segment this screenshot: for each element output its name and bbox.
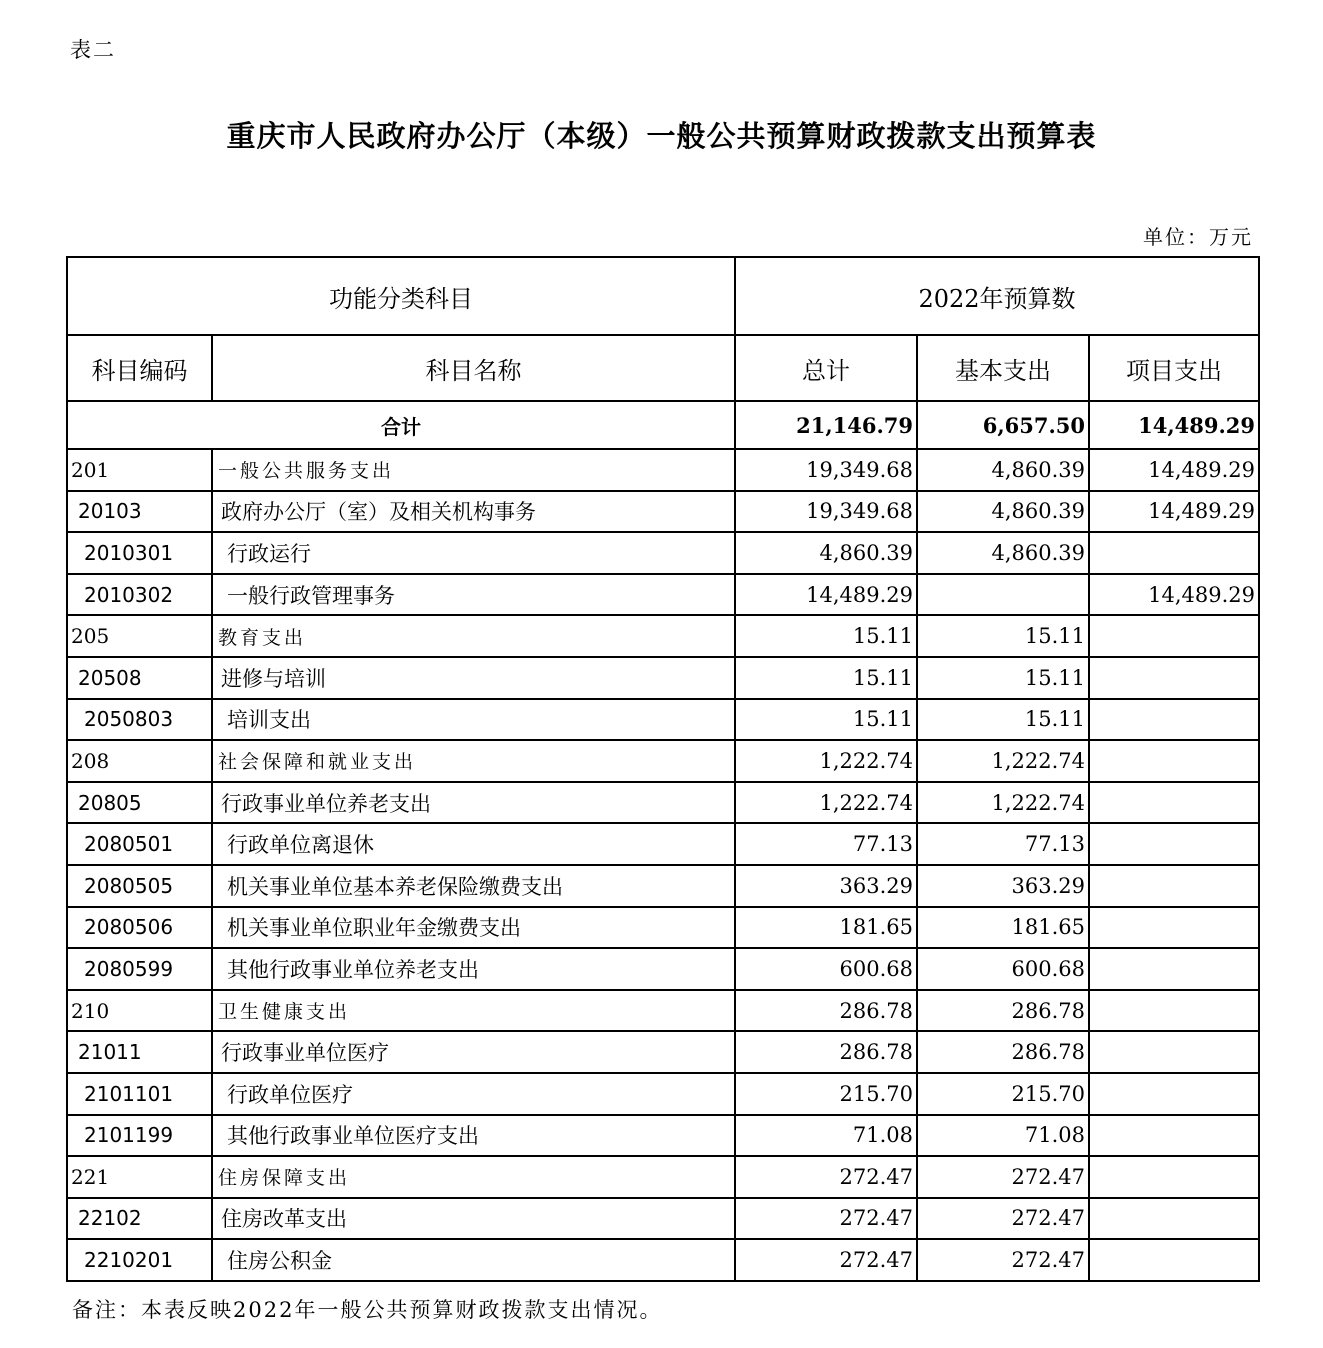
budget-table <box>66 256 1260 1282</box>
row-total: 15.11 <box>735 615 917 657</box>
row-code: 210 <box>67 990 212 1032</box>
table-row <box>67 449 1259 491</box>
table-row <box>67 990 1259 1032</box>
row-name: 行政事业单位养老支出 <box>212 782 735 824</box>
row-name: 进修与培训 <box>212 657 735 699</box>
row-project: 14,489.29 <box>1089 449 1259 491</box>
row-total: 272.47 <box>735 1239 917 1281</box>
row-total: 272.47 <box>735 1198 917 1240</box>
row-project: 14,489.29 <box>1089 491 1259 533</box>
row-total: 71.08 <box>735 1115 917 1157</box>
row-project <box>1089 823 1259 865</box>
row-project <box>1089 990 1259 1032</box>
row-total: 215.70 <box>735 1073 917 1115</box>
row-basic: 15.11 <box>917 699 1089 741</box>
unit-label: 单位：万元 <box>1143 225 1253 249</box>
table-row <box>67 1156 1259 1198</box>
table-row <box>67 532 1259 574</box>
row-total: 272.47 <box>735 1156 917 1198</box>
row-project: 14,489.29 <box>1089 574 1259 616</box>
row-basic: 4,860.39 <box>917 532 1089 574</box>
row-total: 286.78 <box>735 1031 917 1073</box>
header-name: 科目名称 <box>212 335 735 401</box>
row-name: 行政单位离退休 <box>212 823 735 865</box>
table-row <box>67 574 1259 616</box>
row-project <box>1089 1239 1259 1281</box>
row-basic: 272.47 <box>917 1198 1089 1240</box>
row-name: 机关事业单位职业年金缴费支出 <box>212 907 735 949</box>
row-project <box>1089 1073 1259 1115</box>
row-total: 15.11 <box>735 657 917 699</box>
row-code: 201 <box>67 449 212 491</box>
footnote: 备注：本表反映2022年一般公共预算财政拨款支出情况。 <box>72 1298 663 1322</box>
row-name: 其他行政事业单位养老支出 <box>212 948 735 990</box>
row-name: 教育支出 <box>212 615 735 657</box>
row-code: 20103 <box>67 491 212 533</box>
table-row <box>67 699 1259 741</box>
row-basic: 15.11 <box>917 615 1089 657</box>
row-basic: 215.70 <box>917 1073 1089 1115</box>
row-basic: 77.13 <box>917 823 1089 865</box>
page-title: 重庆市人民政府办公厅（本级）一般公共预算财政拨款支出预算表 <box>226 119 1097 153</box>
row-basic <box>917 574 1089 616</box>
row-name: 行政单位医疗 <box>212 1073 735 1115</box>
row-code: 22102 <box>67 1198 212 1240</box>
row-total: 19,349.68 <box>735 491 917 533</box>
row-project <box>1089 615 1259 657</box>
row-code: 2010301 <box>67 532 212 574</box>
row-name: 一般公共服务支出 <box>212 449 735 491</box>
row-name: 社会保障和就业支出 <box>212 740 735 782</box>
row-total: 363.29 <box>735 865 917 907</box>
row-project <box>1089 782 1259 824</box>
row-code: 205 <box>67 615 212 657</box>
row-project <box>1089 907 1259 949</box>
row-code: 2101101 <box>67 1073 212 1115</box>
row-total: 19,349.68 <box>735 449 917 491</box>
row-name: 其他行政事业单位医疗支出 <box>212 1115 735 1157</box>
row-name: 机关事业单位基本养老保险缴费支出 <box>212 865 735 907</box>
row-code: 2080506 <box>67 907 212 949</box>
table-row <box>67 491 1259 533</box>
row-project <box>1089 699 1259 741</box>
header-year: 2022年预算数 <box>735 257 1259 335</box>
row-code: 2080501 <box>67 823 212 865</box>
table-row <box>67 740 1259 782</box>
row-total: 1,222.74 <box>735 782 917 824</box>
row-name: 行政运行 <box>212 532 735 574</box>
summary-project: 14,489.29 <box>1089 401 1259 449</box>
row-total: 1,222.74 <box>735 740 917 782</box>
table-row <box>67 1115 1259 1157</box>
row-basic: 15.11 <box>917 657 1089 699</box>
table-number: 表二 <box>70 38 116 62</box>
row-basic: 600.68 <box>917 948 1089 990</box>
row-code: 21011 <box>67 1031 212 1073</box>
row-total: 77.13 <box>735 823 917 865</box>
row-total: 181.65 <box>735 907 917 949</box>
header-row-1 <box>67 257 1259 335</box>
row-total: 286.78 <box>735 990 917 1032</box>
row-name: 培训支出 <box>212 699 735 741</box>
row-code: 2210201 <box>67 1239 212 1281</box>
row-total: 14,489.29 <box>735 574 917 616</box>
table-row <box>67 1031 1259 1073</box>
row-total: 4,860.39 <box>735 532 917 574</box>
table-row <box>67 823 1259 865</box>
header-category: 功能分类科目 <box>67 257 735 335</box>
row-code: 2080599 <box>67 948 212 990</box>
row-code: 2101199 <box>67 1115 212 1157</box>
row-project <box>1089 1156 1259 1198</box>
row-basic: 272.47 <box>917 1239 1089 1281</box>
summary-row <box>67 401 1259 449</box>
row-code: 2050803 <box>67 699 212 741</box>
row-name: 政府办公厅（室）及相关机构事务 <box>212 491 735 533</box>
table-row <box>67 907 1259 949</box>
row-basic: 4,860.39 <box>917 449 1089 491</box>
row-project <box>1089 865 1259 907</box>
row-basic: 363.29 <box>917 865 1089 907</box>
table-row <box>67 1198 1259 1240</box>
table-row <box>67 865 1259 907</box>
row-basic: 1,222.74 <box>917 740 1089 782</box>
row-name: 住房改革支出 <box>212 1198 735 1240</box>
header-code: 科目编码 <box>67 335 212 401</box>
row-project <box>1089 948 1259 990</box>
row-code: 20805 <box>67 782 212 824</box>
row-code: 208 <box>67 740 212 782</box>
row-code: 20508 <box>67 657 212 699</box>
row-basic: 286.78 <box>917 990 1089 1032</box>
table-row <box>67 1073 1259 1115</box>
table-row <box>67 782 1259 824</box>
row-project <box>1089 1115 1259 1157</box>
row-name: 行政事业单位医疗 <box>212 1031 735 1073</box>
summary-label: 合计 <box>67 401 735 449</box>
row-code: 221 <box>67 1156 212 1198</box>
row-name: 一般行政管理事务 <box>212 574 735 616</box>
row-basic: 272.47 <box>917 1156 1089 1198</box>
row-total: 15.11 <box>735 699 917 741</box>
row-basic: 1,222.74 <box>917 782 1089 824</box>
row-total: 600.68 <box>735 948 917 990</box>
row-name: 住房保障支出 <box>212 1156 735 1198</box>
row-project <box>1089 1198 1259 1240</box>
header-project: 项目支出 <box>1089 335 1259 401</box>
row-basic: 286.78 <box>917 1031 1089 1073</box>
row-code: 2010302 <box>67 574 212 616</box>
summary-total: 21,146.79 <box>735 401 917 449</box>
row-project <box>1089 1031 1259 1073</box>
header-row-2 <box>67 335 1259 401</box>
row-name: 住房公积金 <box>212 1239 735 1281</box>
table-row <box>67 657 1259 699</box>
row-project <box>1089 657 1259 699</box>
row-code: 2080505 <box>67 865 212 907</box>
table-row <box>67 948 1259 990</box>
row-basic: 4,860.39 <box>917 491 1089 533</box>
row-project <box>1089 740 1259 782</box>
row-basic: 71.08 <box>917 1115 1089 1157</box>
header-basic: 基本支出 <box>917 335 1089 401</box>
row-basic: 181.65 <box>917 907 1089 949</box>
row-project <box>1089 532 1259 574</box>
header-total: 总计 <box>735 335 917 401</box>
row-name: 卫生健康支出 <box>212 990 735 1032</box>
summary-basic: 6,657.50 <box>917 401 1089 449</box>
table-row <box>67 1239 1259 1281</box>
table-row <box>67 615 1259 657</box>
